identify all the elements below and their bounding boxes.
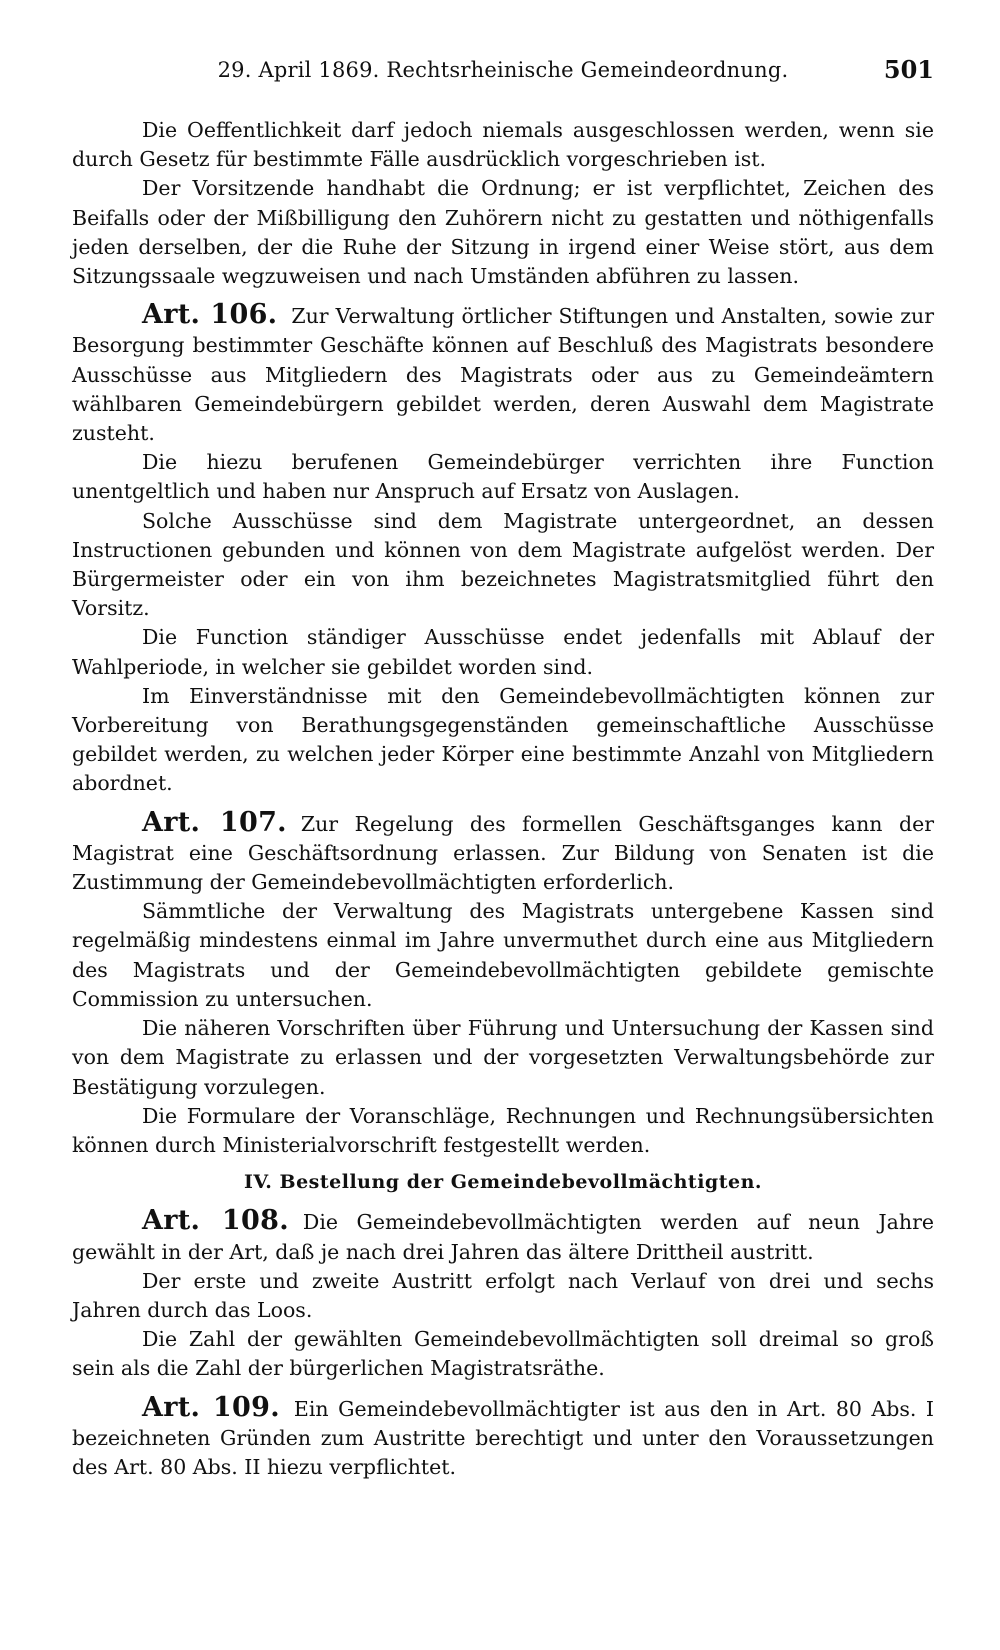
article-text: Ein Gemeindebevollmächtigter ist aus den in Art. 80 Abs. I bezeichneten Gründen zum Austritte berechtigt und unter den Voraussetzungen des Art. 80 Abs. II hiezu verpflichtet. <box>72 1396 935 1479</box>
article-text: Die Gemeindebevollmächtigten werden auf neun Jahre gewählt in der Art, daß je nach drei Jahren das ältere Drittheil austritt. <box>72 1210 934 1264</box>
paragraph: Die Zahl der gewählten Gemeindebevollmächtigten soll dreimal so groß sein als die Zahl der bürgerlichen Magistratsräthe. <box>72 1327 934 1381</box>
article-108 <box>72 1206 934 1266</box>
article-109 <box>72 1393 934 1483</box>
paragraph: Die Formulare der Voranschläge, Rechnungen und Rechnungsübersichten können durch Ministerialvorschrift festgestellt werden. <box>72 1103 934 1157</box>
paragraph: Der erste und zweite Austritt erfolgt nach Verlauf von drei und sechs Jahren durch das Loos. <box>72 1268 934 1322</box>
running-head: 29. April 1869. Rechtsrheinische Gemeindeordnung. <box>217 58 789 82</box>
paragraph: Die hiezu berufenen Gemeindebürger verrichten ihre Function unentgeltlich und haben nur Anspruch auf Ersatz von Auslagen. <box>72 450 934 504</box>
section-heading: IV. Bestellung der Gemeindebevollmächtigten. <box>243 1171 762 1194</box>
paragraph: Solche Ausschüsse sind dem Magistrate untergeordnet, an dessen Instructionen gebunden und können von dem Magistrate aufgelöst werden. Der Bürgermeister oder ein von ihm bezeichnetes Magistratsmitglied führt den Vorsitz. <box>72 508 934 621</box>
article-106 <box>72 300 934 448</box>
paragraph: Sämmtliche der Verwaltung des Magistrats untergebene Kassen sind regelmäßig mindestens einmal im Jahre unvermuthet durch eine aus Mitgliedern des Magistrats und der Gemeindebevollmächtigten gebildete gemischte Commission zu untersuchen. <box>72 899 934 1011</box>
paragraph: Der Vorsitzende handhabt die Ordnung; er ist verpflichtet, Zeichen des Beifalls oder der Mißbilligung den Zuhörern nicht zu gestatten und nöthigenfalls jeden derselben, der die Ruhe der Sitzung in irgend einer Weise stört, aus dem Sitzungssaale wegzuweisen und nach Umständen abführen zu lassen. <box>72 176 934 289</box>
document-body <box>72 116 934 1482</box>
page-number: 501 <box>883 55 934 84</box>
paragraph: Im Einverständnisse mit den Gemeindebevollmächtigten können zur Vorbereitung von Berathungsgegenständen gemeinschaftliche Ausschüsse gebildet werden, zu welchen jeder Körper eine bestimmte Anzahl von Mitgliedern abordnet. <box>72 683 934 796</box>
paragraph: Die Oeffentlichkeit darf jedoch niemals ausgeschlossen werden, wenn sie durch Gesetz für bestimmte Fälle ausdrücklich vorgeschrieben ist. <box>72 118 934 172</box>
article-107 <box>72 808 934 898</box>
article-label: Art. 106. <box>142 299 278 331</box>
page-header <box>72 55 934 92</box>
paragraph: Die Function ständiger Ausschüsse endet jedenfalls mit Ablauf der Wahlperiode, in welcher sie gebildet worden sind. <box>72 625 934 679</box>
article-label: Art. 108. <box>142 1205 289 1237</box>
article-label: Art. 109. <box>142 1391 280 1423</box>
article-label: Art. 107. <box>142 806 287 838</box>
paragraph: Die näheren Vorschriften über Führung und Untersuchung der Kassen sind von dem Magistrate zu erlassen und der vorgesetzten Verwaltungsbehörde zur Bestätigung vorzulegen. <box>72 1016 934 1099</box>
article-text: Zur Regelung des formellen Geschäftsganges kann der Magistrat eine Geschäftsordnung erlassen. Zur Bildung von Senaten ist die Zustimmung der Gemeindebevollmächtigten erforderlich. <box>72 811 935 895</box>
article-text: Zur Verwaltung örtlicher Stiftungen und Anstalten, sowie zur Besorgung bestimmter Geschäfte können auf Beschluß des Magistrats besondere Ausschüsse aus Mitgliedern des Magistrats oder aus zu Gemeindeämtern wählbaren Gemeindebürgern gebildet werden, deren Auswahl dem Magistrate zusteht. <box>72 304 934 446</box>
